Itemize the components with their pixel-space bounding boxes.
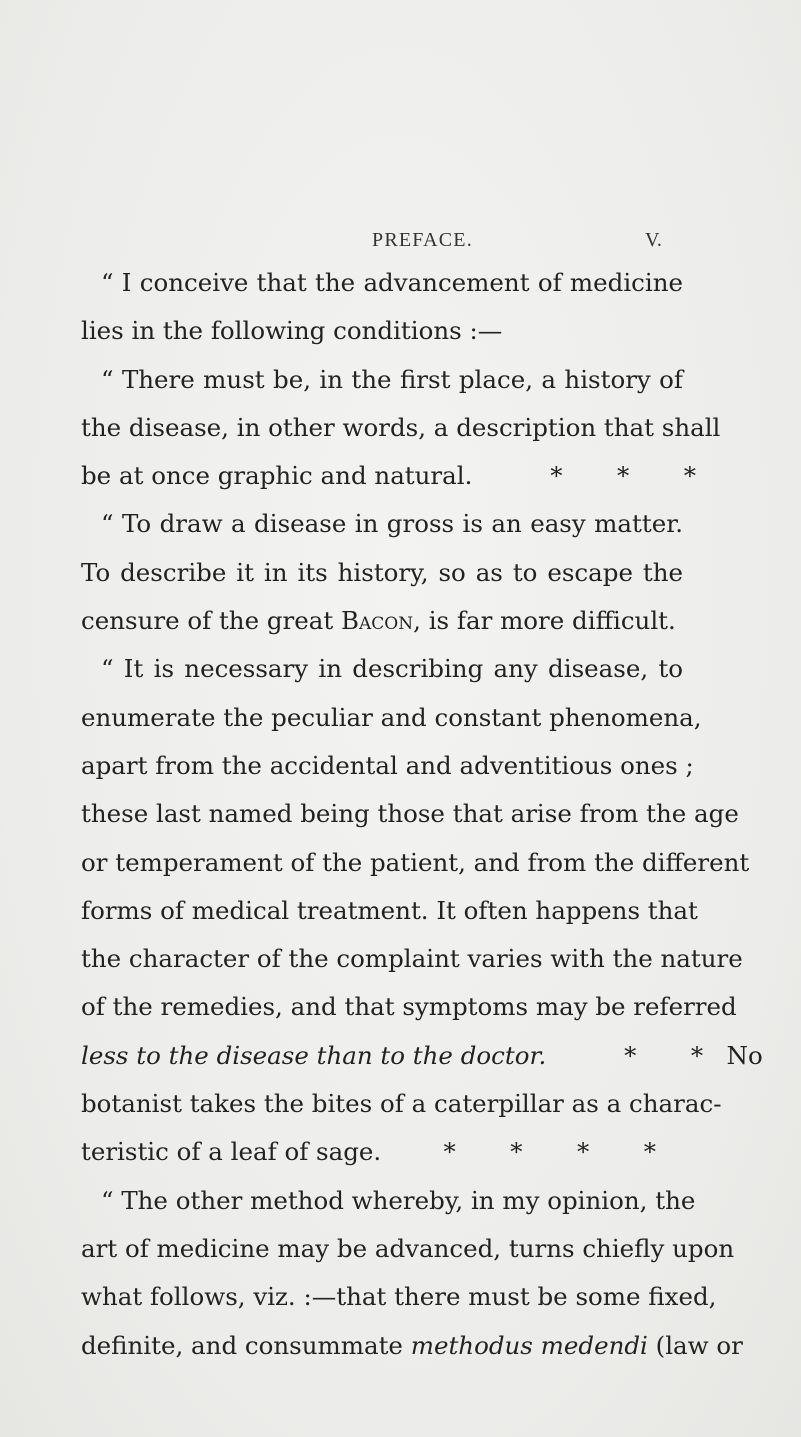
text-line: “ To draw a disease in gross is an easy matter. [101,509,683,539]
text-run: , is far more difficult. [413,606,676,636]
text-line: art of medicine may be advanced, turns chiefly upon [81,1233,735,1263]
text-line: be at once graphic and natural. * * * [81,461,697,491]
page-number: V. [645,229,662,251]
author-name-bacon: Bacon [341,606,414,636]
text-line [81,597,683,645]
text-line [81,1032,763,1080]
text-line: the disease, in other words, a description that shall [81,412,721,442]
text-run: * * No [546,1040,763,1070]
italic-phrase: methodus medendi [410,1330,648,1360]
text-line: “ It is necessary in describing any disease, to [101,654,683,684]
text-line: enumerate the peculiar and constant phenomena, [81,702,702,732]
text-line: To describe it in its history, so as to escape the [81,557,683,587]
text-line: apart from the accidental and adventitious ones ; [81,750,694,780]
text-line: forms of medical treatment. It often happens that [81,895,698,925]
text-run: censure of the great [81,606,342,636]
text-run: definite, and consummate [81,1330,411,1360]
text-line: “ There must be, in the first place, a history of [101,364,683,394]
text-line: “ The other method whereby, in my opinion, the [101,1185,696,1215]
text-line: what follows, viz. :—that there must be some fixed, [81,1282,717,1312]
text-line: of the remedies, and that symptoms may be referred [81,992,737,1022]
text-line: these last named being those that arise from the age [81,799,739,829]
text-line: teristic of a leaf of sage. * * * * [81,1137,657,1167]
text-line: the character of the complaint varies with the nature [81,944,743,974]
text-line: lies in the following conditions :— [81,316,503,346]
page-header [0,229,801,259]
body-text [81,259,763,1370]
text-run: (law or [647,1330,743,1360]
text-line: botanist takes the bites of a caterpillar as a charac- [81,1089,722,1119]
text-line [81,1322,743,1370]
text-line: “ I conceive that the advancement of medicine [101,268,683,297]
italic-phrase: less to the disease than to the doctor. [81,1040,547,1070]
text-line: or temperament of the patient, and from the different [81,847,750,877]
running-head: PREFACE. [372,229,473,251]
